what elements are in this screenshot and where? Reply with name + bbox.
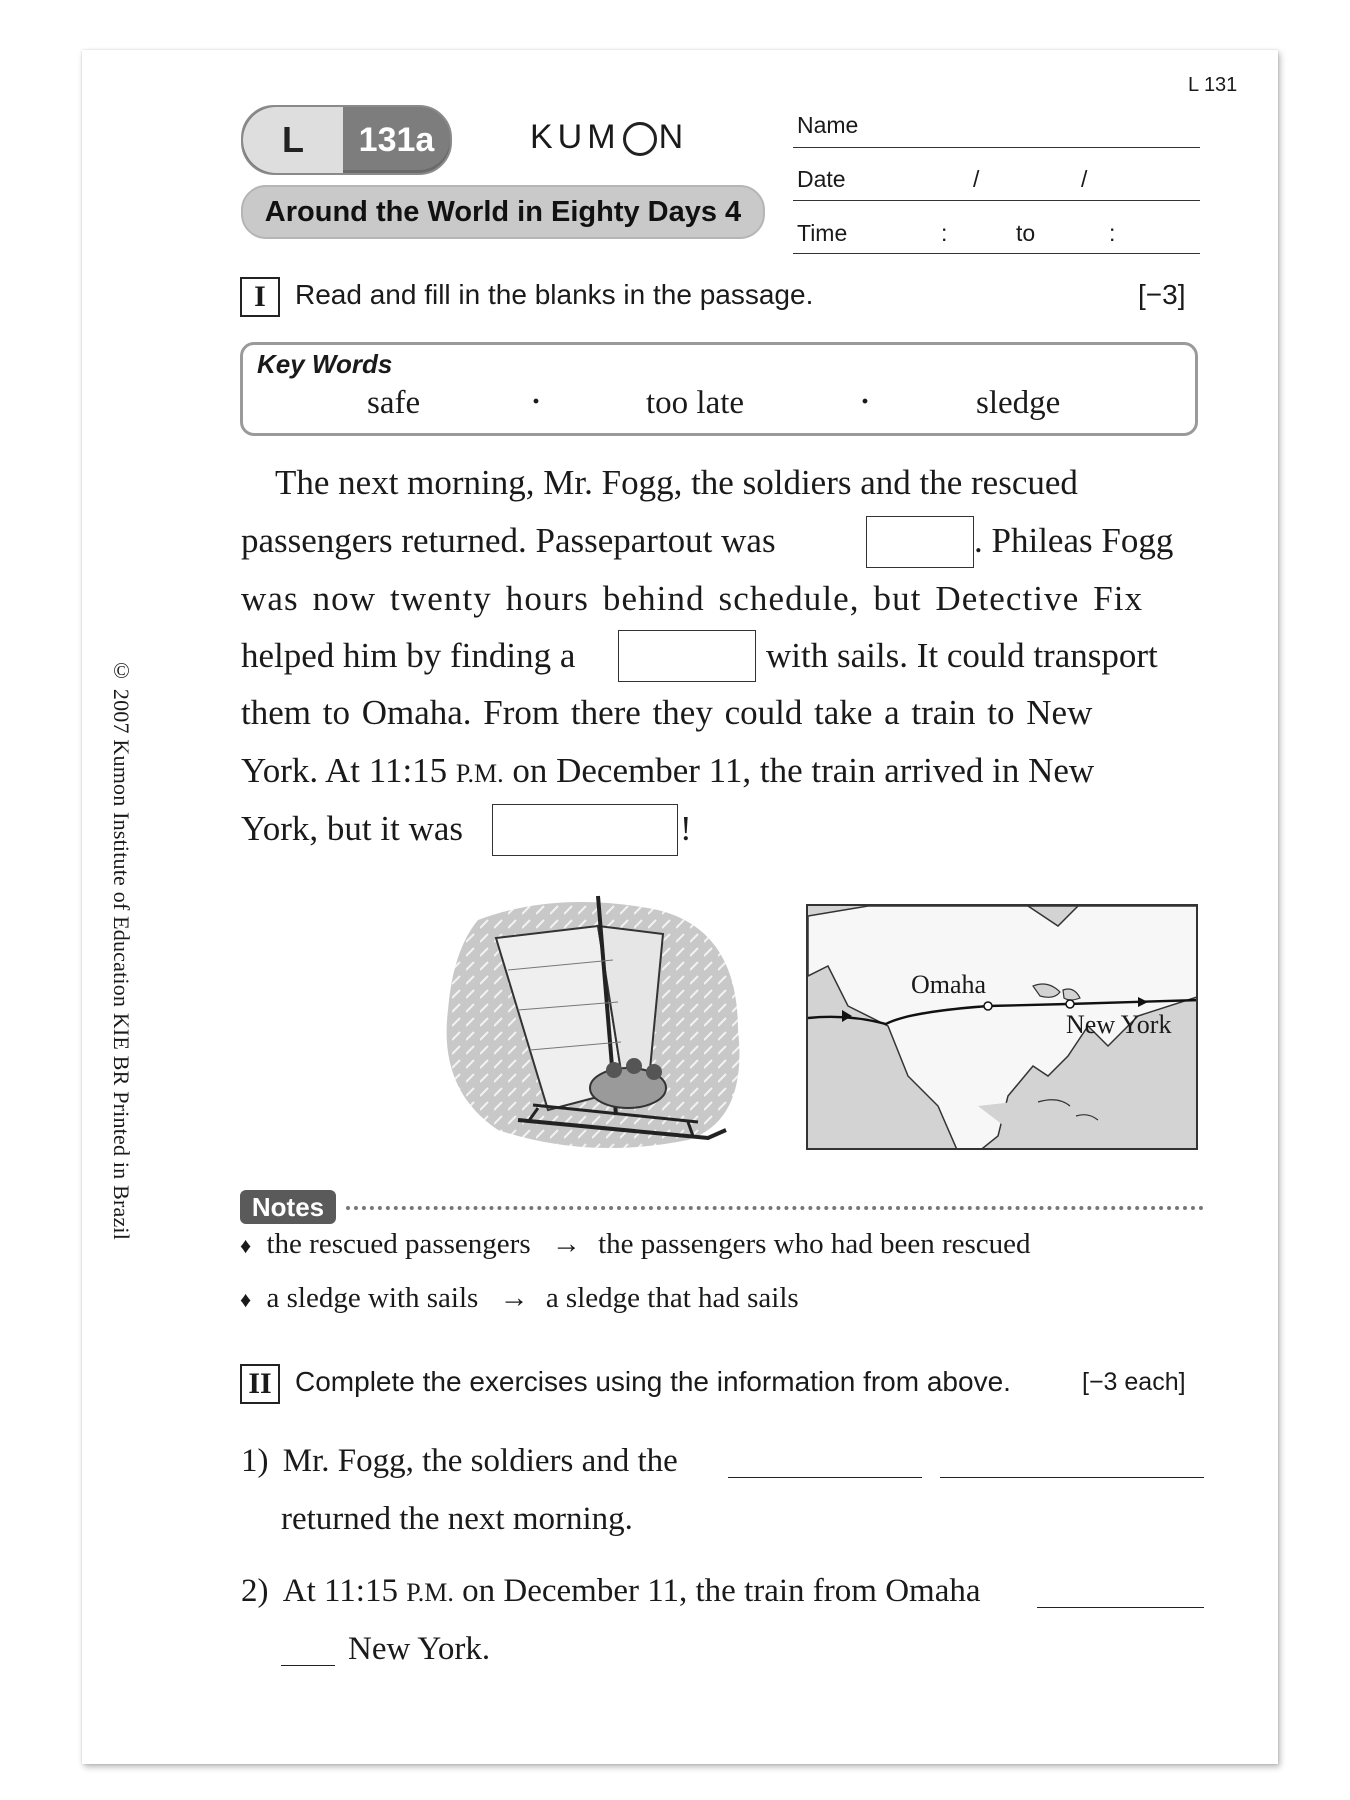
level-number: 131a xyxy=(358,120,435,159)
time-label: Time xyxy=(797,220,848,246)
blank-answer-box-2[interactable] xyxy=(618,630,756,682)
level-badge xyxy=(241,105,452,175)
answer-line[interactable] xyxy=(728,1477,922,1478)
passage-text: passengers returned. Passepartout was xyxy=(241,521,776,560)
passage-line xyxy=(766,633,1206,679)
key-words-title: Key Words xyxy=(257,349,393,379)
passage-text: ! xyxy=(680,809,692,848)
time-to: to xyxy=(1016,220,1036,246)
logo-ring-icon xyxy=(623,122,657,156)
exercise-2-continued: New York. xyxy=(348,1631,491,1667)
passage-line xyxy=(241,748,1201,794)
note-bullet-icon: ♦ xyxy=(240,1233,252,1258)
section-2-points: [−3 each] xyxy=(1082,1368,1186,1396)
name-field[interactable] xyxy=(793,147,1200,148)
date-field[interactable] xyxy=(793,200,1200,201)
time-colon: : xyxy=(941,220,948,246)
answer-line[interactable] xyxy=(940,1477,1204,1478)
exercise-number: 1) xyxy=(241,1443,269,1479)
passage-text: . Phileas Fogg xyxy=(974,521,1174,560)
logo-text-right: N xyxy=(658,118,689,156)
passage-line xyxy=(241,806,1201,852)
exercise-text: Mr. Fogg, the soldiers and the xyxy=(282,1443,678,1479)
section-number-1: I xyxy=(240,277,280,317)
notes-divider xyxy=(346,1206,1204,1210)
arrow-right-icon: → xyxy=(499,1282,529,1314)
exercise-text: At 11:15 xyxy=(282,1573,398,1609)
passage-line xyxy=(974,518,1204,564)
passage-line-text xyxy=(275,460,1201,506)
map-label-omaha: Omaha xyxy=(911,970,987,999)
passage-text: helped him by finding a xyxy=(241,636,576,675)
note-from: the rescued passengers xyxy=(266,1228,531,1260)
time-field[interactable] xyxy=(793,253,1200,254)
date-label: Date xyxy=(797,166,846,192)
exercise-1-continued: returned the next morning. xyxy=(281,1501,633,1537)
key-word: sledge xyxy=(976,385,1061,421)
logo-text-left: KUM xyxy=(530,118,621,156)
note-bullet-icon: ♦ xyxy=(240,1287,252,1312)
answer-line[interactable] xyxy=(1037,1607,1204,1608)
passage-text: The next morning, Mr. Fogg, the soldiers and the rescued xyxy=(275,463,1078,502)
key-words-box xyxy=(240,342,1198,436)
name-label: Name xyxy=(797,112,859,138)
arrow-right-icon: → xyxy=(551,1228,581,1260)
key-word: too late xyxy=(646,385,745,421)
passage-text: York, but it was xyxy=(241,809,464,848)
map-label-new-york: New York xyxy=(1066,1010,1172,1039)
passage-line xyxy=(680,806,720,852)
passage-line xyxy=(241,576,1201,622)
answer-line[interactable] xyxy=(281,1665,335,1666)
blank-answer-box-1[interactable] xyxy=(866,516,974,568)
passage-text: was now twenty hours behind schedule, but Detective Fix xyxy=(241,579,1144,618)
section-2-instruction: Complete the exercises using the information from above. xyxy=(295,1366,1011,1397)
exercise-1 xyxy=(241,1443,678,1480)
kumon-logo xyxy=(530,118,688,157)
section-1-points: [−3] xyxy=(1138,279,1186,310)
key-word-separator: · xyxy=(860,385,871,418)
notes-badge: Notes xyxy=(240,1190,336,1224)
passage-line xyxy=(241,460,1201,506)
route-map xyxy=(806,904,1198,1150)
key-word: safe xyxy=(367,385,421,421)
date-separator: / xyxy=(1081,166,1088,192)
passage-pm: P.M. xyxy=(455,759,504,788)
note-item xyxy=(240,1282,799,1315)
note-from: a sledge with sails xyxy=(266,1282,479,1314)
sledge-illustration xyxy=(438,890,778,1160)
passage-text: them to Omaha. From there they could take a train to New xyxy=(241,693,1093,732)
note-to: a sledge that had sails xyxy=(545,1282,799,1314)
passage-text: on December 11, the train arrived in New xyxy=(512,751,1095,790)
key-word-separator: · xyxy=(531,385,542,418)
date-separator: / xyxy=(973,166,980,192)
section-1-instruction: Read and fill in the blanks in the passage. xyxy=(295,279,814,310)
blank-answer-box-3[interactable] xyxy=(492,804,678,856)
copyright-notice: © 2007 Kumon Institute of Education KIE BR Printed in Brazil xyxy=(109,658,134,1241)
passage-line xyxy=(241,690,1201,736)
section-number-2: II xyxy=(240,1364,280,1404)
page-number: L 131 xyxy=(1188,74,1238,96)
note-item xyxy=(240,1228,1031,1261)
note-to: the passengers who had been rescued xyxy=(598,1228,1031,1260)
exercise-2 xyxy=(241,1573,981,1610)
time-colon: : xyxy=(1109,220,1116,246)
level-letter: L xyxy=(243,107,343,173)
passage-text: with sails. It could transport xyxy=(766,636,1158,675)
worksheet-title: Around the World in Eighty Days 4 xyxy=(241,185,765,239)
passage-text: York. At 11:15 xyxy=(241,751,448,790)
exercise-pm: P.M. xyxy=(406,1578,454,1607)
exercise-text: on December 11, the train from Omaha xyxy=(462,1573,981,1609)
exercise-number: 2) xyxy=(241,1573,269,1609)
